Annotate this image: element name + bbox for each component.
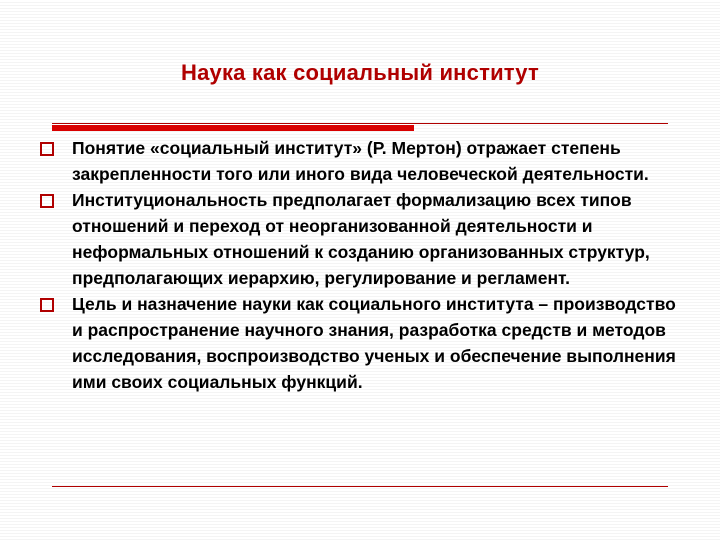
hollow-square-icon [40,298,54,312]
title-underline-thin [52,123,668,124]
bullet-text: Понятие «социальный институт» (Р. Мертон) отражает степень закрепленности того или иного вида человеческой деятельности. [72,138,649,184]
hollow-square-icon [40,142,54,156]
list-item [0,135,720,187]
footer-rule [52,486,668,487]
list-item [0,291,720,395]
bullet-text: Институциональность предполагает формализацию всех типов отношений и переход от неорганизованной деятельности и неформальных отношений к созданию организованных структур, предполагающих иерархию, регулирование и регламент. [72,190,650,288]
title-underline-accent [52,125,414,131]
list-item [0,187,720,291]
slide-title: Наука как социальный институт [180,60,539,85]
bullet-text: Цель и назначение науки как социального института – производство и распространение научного знания, разработка средств и методов исследования, воспроизводство ученых и обеспечение выполнения ими своих социальных функций. [72,294,676,392]
hollow-square-icon [40,194,54,208]
bullet-list [0,135,720,395]
